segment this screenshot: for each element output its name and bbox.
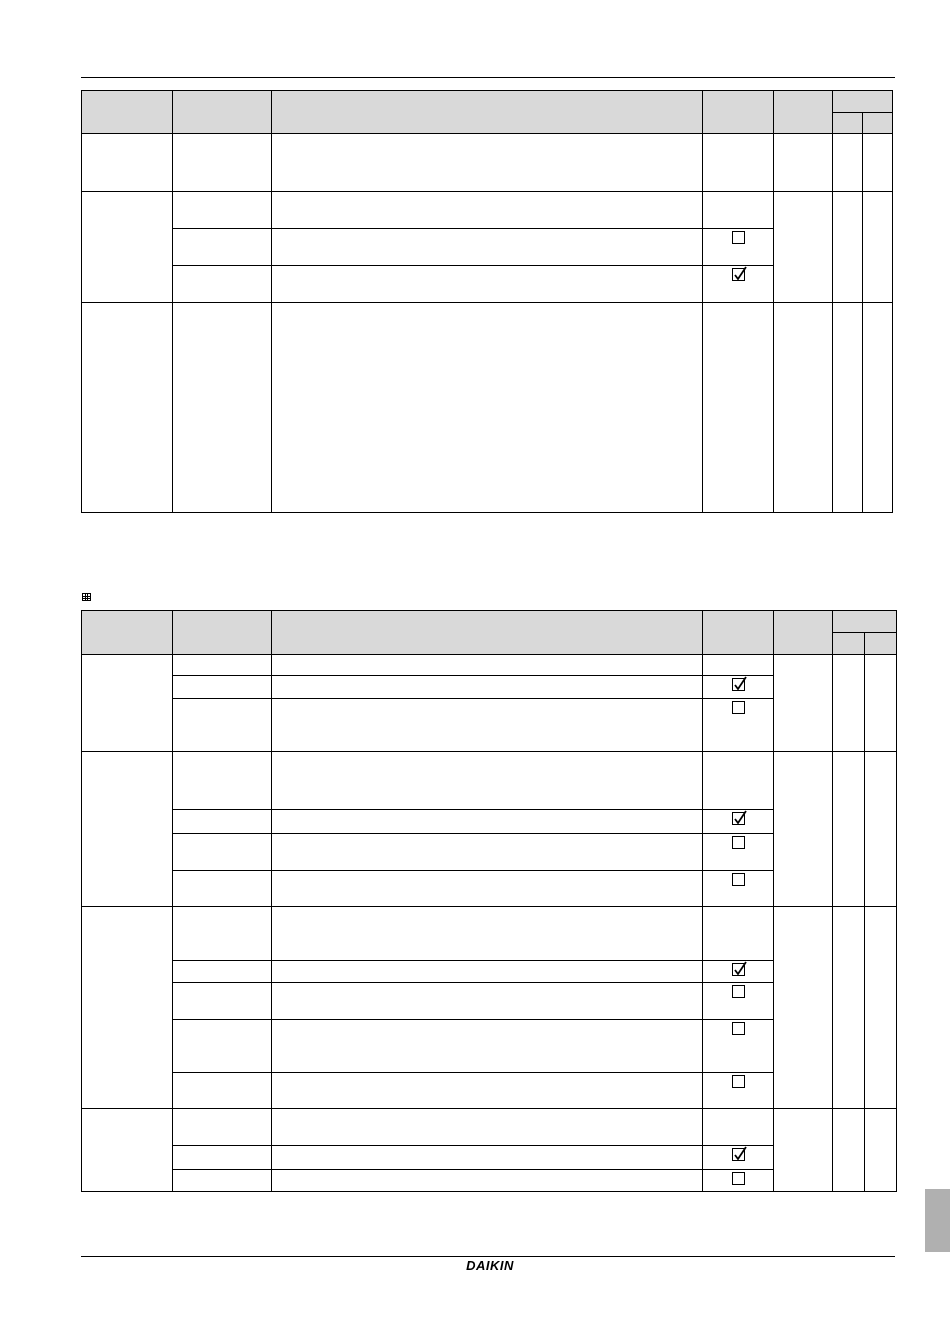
checkbox-unchecked[interactable]: [732, 1172, 745, 1185]
table-cell: [173, 834, 272, 871]
table-cell: [774, 655, 833, 752]
table-cell: [82, 192, 173, 303]
checkbox-unchecked[interactable]: [732, 1022, 745, 1035]
table-cell: [82, 655, 173, 752]
table-cell: [272, 1073, 703, 1109]
header-cell: [833, 113, 863, 134]
table-cell: [272, 961, 703, 983]
table-cell: [703, 229, 774, 266]
table-cell: [863, 303, 893, 513]
table-cell: [703, 1109, 774, 1146]
table-cell: [173, 1020, 272, 1073]
brand-logo: DAIKIN: [466, 1258, 514, 1273]
checkbox-unchecked[interactable]: [732, 1075, 745, 1088]
check-icon: [733, 1146, 749, 1162]
table-cell: [82, 1109, 173, 1192]
table-cell: [173, 655, 272, 676]
table-cell: [703, 983, 774, 1020]
table-cell: [272, 134, 703, 192]
table-cell: [173, 1146, 272, 1170]
table-cell: [173, 752, 272, 810]
table-cell: [272, 1146, 703, 1170]
table-cell: [173, 1170, 272, 1192]
table-cell: [703, 1073, 774, 1109]
table-cell: [272, 303, 703, 513]
checkbox-checked[interactable]: [732, 1148, 745, 1161]
header-cell: [833, 633, 865, 655]
table-cell: [272, 655, 703, 676]
table-cell: [272, 229, 703, 266]
table-cell: [82, 752, 173, 907]
header-cell: [703, 611, 774, 655]
table-cell: [774, 192, 833, 303]
table-cell: [833, 303, 863, 513]
table-cell: [774, 907, 833, 1109]
table-cell: [863, 134, 893, 192]
header-cell: [82, 611, 173, 655]
table-cell: [173, 699, 272, 752]
check-icon: [733, 961, 749, 977]
settings-table-1: [81, 90, 893, 513]
header-cell: [865, 633, 897, 655]
table-cell: [833, 134, 863, 192]
table-cell: [272, 676, 703, 699]
header-cell: [833, 611, 897, 633]
table-cell: [272, 983, 703, 1020]
table-cell: [703, 752, 774, 810]
checkbox-checked[interactable]: [732, 963, 745, 976]
checkbox-unchecked[interactable]: [732, 231, 745, 244]
table-cell: [833, 907, 865, 1109]
checkbox-checked[interactable]: [732, 268, 745, 281]
checkbox-unchecked[interactable]: [732, 873, 745, 886]
table-cell: [703, 655, 774, 676]
table-cell: [272, 1020, 703, 1073]
table-cell: [173, 1109, 272, 1146]
table-cell: [82, 907, 173, 1109]
table-cell: [173, 676, 272, 699]
header-cell: [173, 611, 272, 655]
table-cell: [863, 192, 893, 303]
header-cell: [774, 611, 833, 655]
table-cell: [173, 1073, 272, 1109]
chapter-side-tab: [925, 1189, 950, 1252]
settings-table-2: [81, 610, 897, 1192]
table-cell: [272, 752, 703, 810]
table-cell: [173, 192, 272, 229]
check-icon: [733, 266, 749, 282]
checkbox-unchecked[interactable]: [732, 701, 745, 714]
checkbox-checked[interactable]: [732, 812, 745, 825]
table-cell: [703, 676, 774, 699]
header-cell: [703, 91, 774, 134]
table-cell: [833, 1109, 865, 1192]
table-cell: [865, 752, 897, 907]
table-cell: [774, 134, 833, 192]
table-cell: [82, 134, 173, 192]
table-cell: [833, 752, 865, 907]
table-cell: [703, 1020, 774, 1073]
table-cell: [272, 871, 703, 907]
table-cell: [833, 655, 865, 752]
table-cell: [703, 834, 774, 871]
table-cell: [703, 871, 774, 907]
header-cell: [82, 91, 173, 134]
table-cell: [774, 752, 833, 907]
table-cell: [173, 907, 272, 961]
checkbox-checked[interactable]: [732, 678, 745, 691]
table-cell: [272, 192, 703, 229]
table-cell: [173, 229, 272, 266]
table-cell: [833, 192, 863, 303]
table-cell: [272, 1170, 703, 1192]
table-cell: [865, 1109, 897, 1192]
table-cell: [173, 134, 272, 192]
table-cell: [173, 961, 272, 983]
table-cell: [865, 907, 897, 1109]
table-cell: [173, 303, 272, 513]
table-cell: [703, 134, 774, 192]
header-cell: [272, 91, 703, 134]
table-cell: [703, 961, 774, 983]
table-cell: [272, 699, 703, 752]
table-cell: [774, 1109, 833, 1192]
table-cell: [173, 983, 272, 1020]
table-cell: [774, 303, 833, 513]
table-cell: [703, 1170, 774, 1192]
table-cell: [865, 655, 897, 752]
check-icon: [733, 810, 749, 826]
header-cell: [173, 91, 272, 134]
table-cell: [272, 1109, 703, 1146]
table-cell: [82, 303, 173, 513]
check-icon: [733, 676, 749, 692]
table-cell: [703, 1146, 774, 1170]
header-cell: [863, 113, 893, 134]
table-cell: [173, 266, 272, 303]
table-cell: [272, 907, 703, 961]
table-cell: [703, 192, 774, 229]
checkbox-unchecked[interactable]: [732, 836, 745, 849]
header-cell: [774, 91, 833, 134]
table-cell: [272, 266, 703, 303]
table-cell: [173, 810, 272, 834]
table-cell: [703, 266, 774, 303]
header-rule: [81, 77, 895, 78]
header-cell: [272, 611, 703, 655]
table-cell: [272, 810, 703, 834]
table-cell: [173, 871, 272, 907]
table-cell: [272, 834, 703, 871]
header-cell: [833, 91, 893, 113]
table-grid-icon: [82, 593, 91, 601]
table-cell: [703, 810, 774, 834]
checkbox-unchecked[interactable]: [732, 985, 745, 998]
footer-rule: [81, 1256, 895, 1257]
table-cell: [703, 699, 774, 752]
table-cell: [703, 303, 774, 513]
table-cell: [703, 907, 774, 961]
